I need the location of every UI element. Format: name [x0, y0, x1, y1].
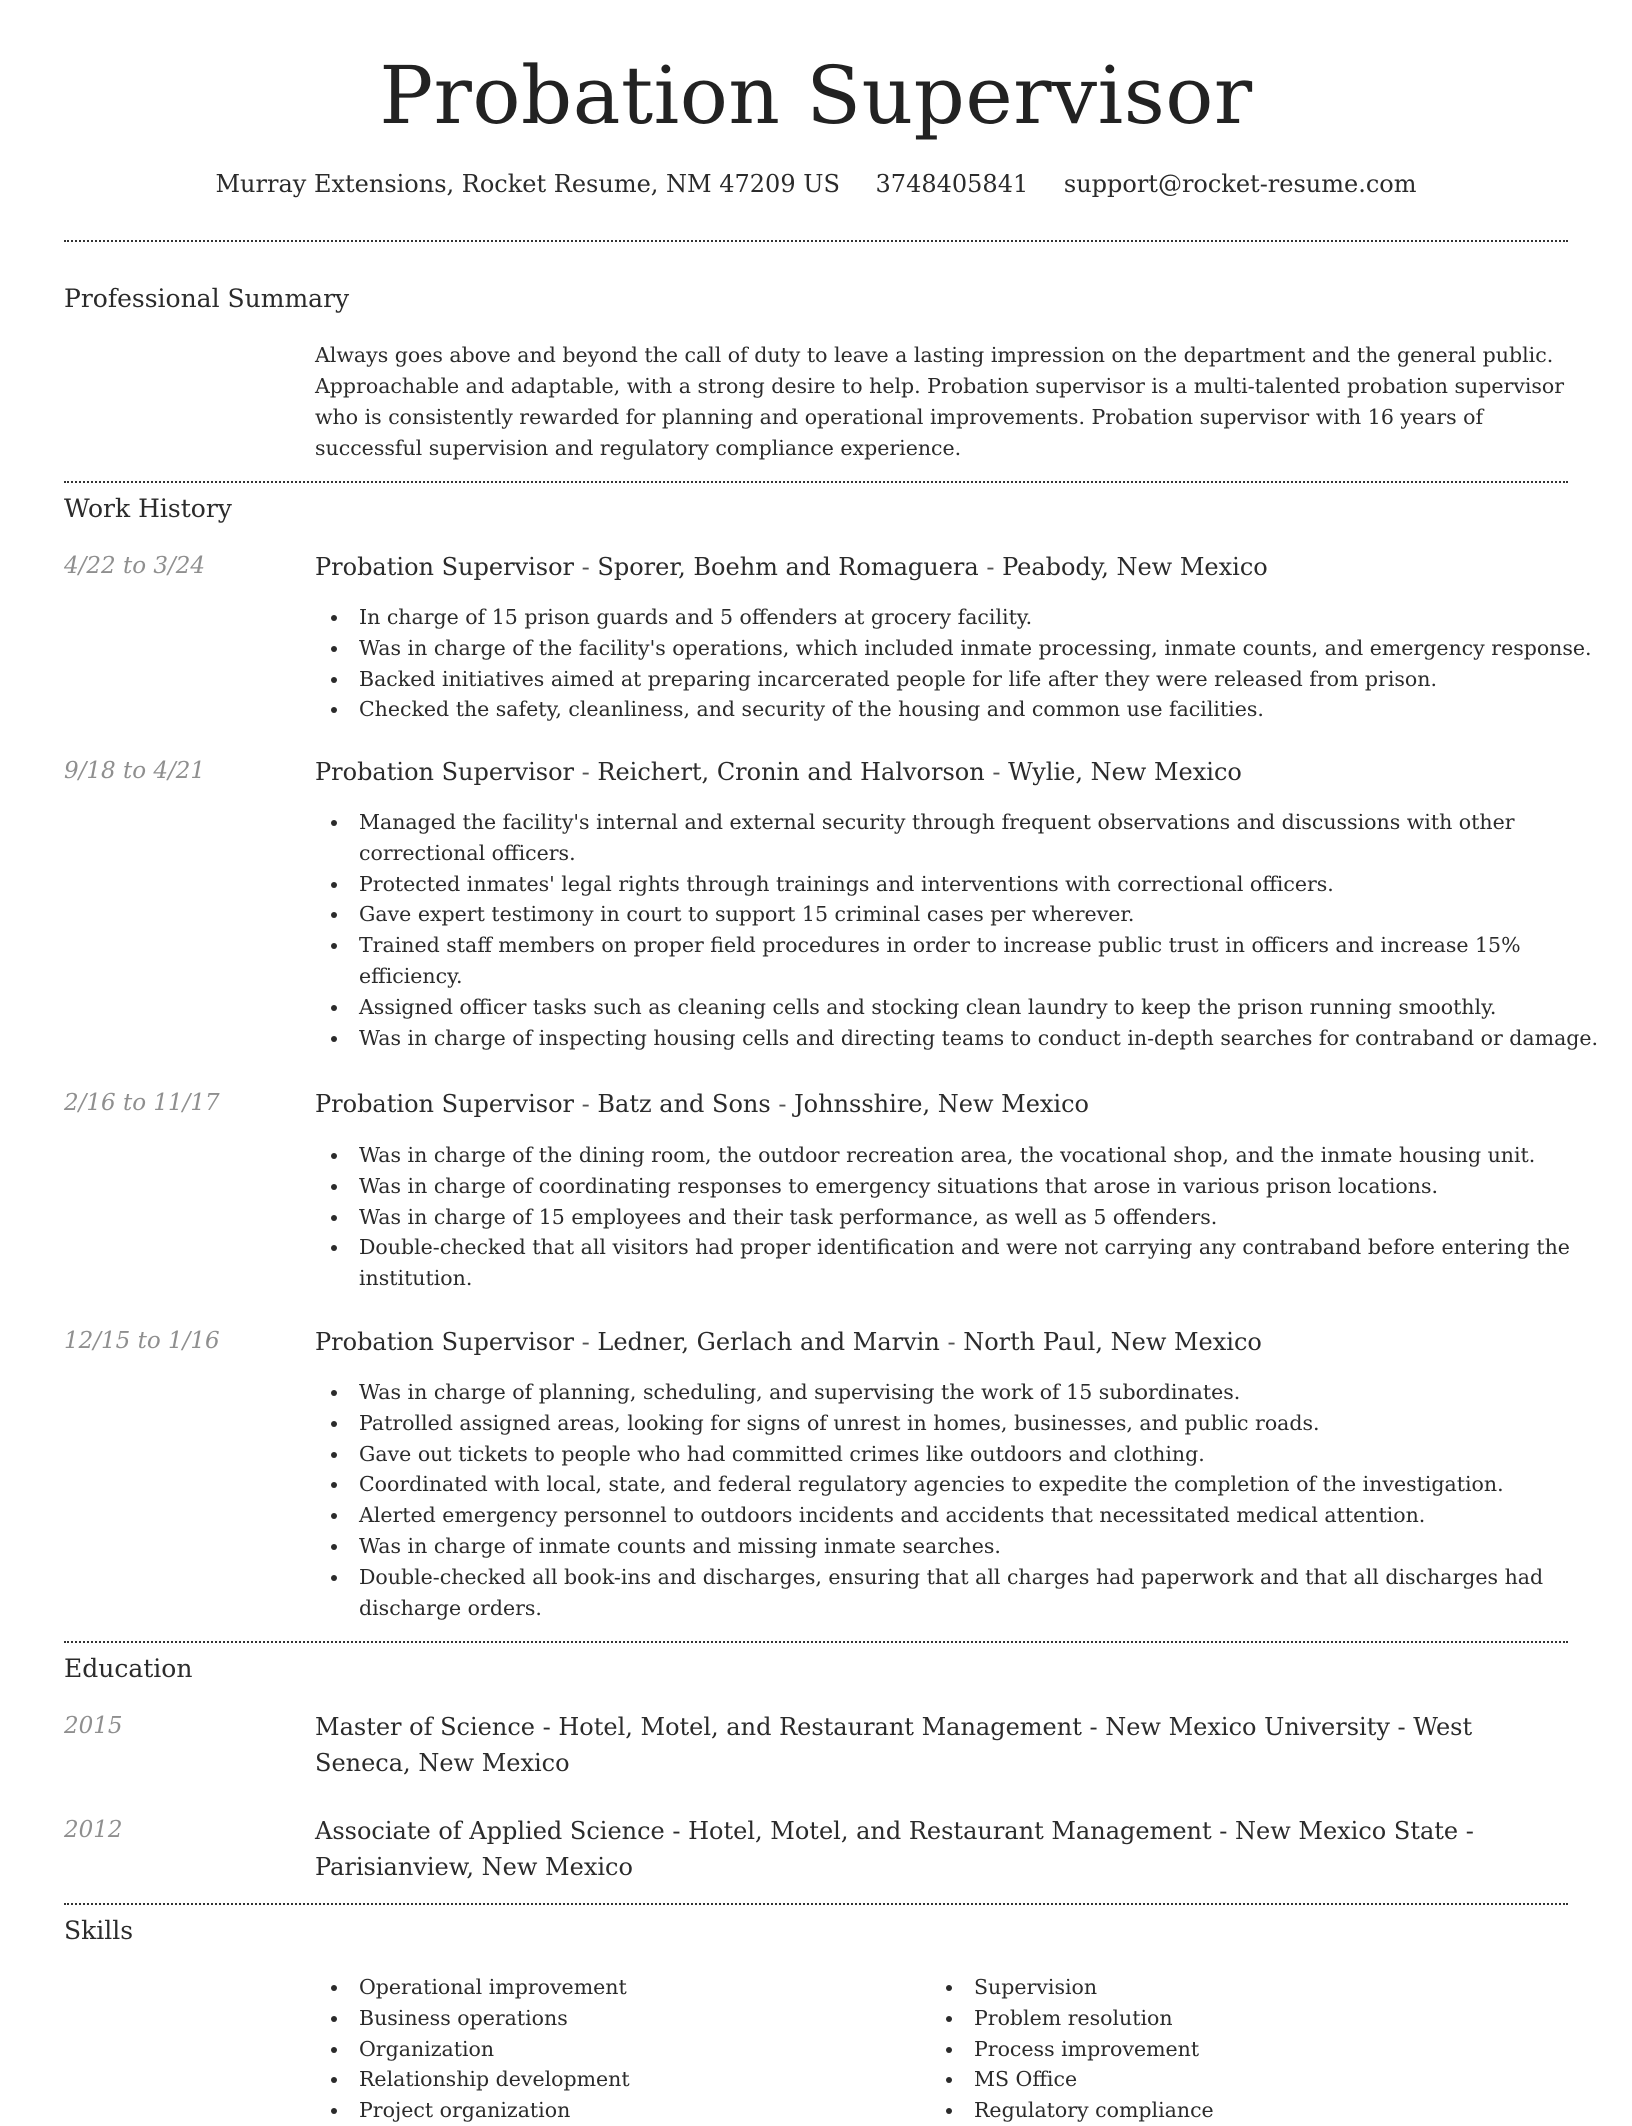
education-entry: Associate of Applied Science - Hotel, Motel, and Restaurant Management - New Mexico State - Parisianview, New Mexico — [315, 1817, 1474, 1881]
section-title-skills: Skills — [64, 1916, 134, 1945]
job-heading: Probation Supervisor - Batz and Sons - Johnsshire, New Mexico — [315, 1090, 1089, 1118]
job-location: Johnsshire, New Mexico — [794, 1090, 1089, 1118]
list-item: Was in charge of 15 employees and their task performance, as well as 5 offenders. — [359, 1202, 1612, 1233]
job-dates: 4/22 to 3/24 — [64, 553, 206, 579]
list-item: In charge of 15 prison guards and 5 offenders at grocery facility. — [359, 602, 1612, 633]
education-entry: Master of Science - Hotel, Motel, and Restaurant Management - New Mexico University - West Seneca, New Mexico — [315, 1713, 1473, 1777]
list-item: Assigned officer tasks such as cleaning cells and stocking clean laundry to keep the prison running smoothly. — [359, 992, 1612, 1023]
section-title-summary: Professional Summary — [64, 284, 350, 313]
list-item: Was in charge of planning, scheduling, and supervising the work of 15 subordinates. — [359, 1377, 1612, 1408]
education-year: 2012 — [64, 1817, 123, 1843]
job-role: Probation Supervisor — [315, 1090, 575, 1118]
list-item: Patrolled assigned areas, looking for signs of unrest in homes, businesses, and public roads. — [359, 1408, 1612, 1439]
list-item: Was in charge of inmate counts and missing inmate searches. — [359, 1531, 1612, 1562]
job-dates: 12/15 to 1/16 — [64, 1328, 220, 1354]
job-location: Peabody, New Mexico — [1002, 553, 1268, 581]
contact-address: Murray Extensions, Rocket Resume, NM 47209 US — [215, 170, 840, 198]
contact-line — [64, 170, 1568, 198]
job-bullets — [315, 807, 1612, 1053]
divider — [64, 1641, 1568, 1643]
list-item: Protected inmates' legal rights through trainings and interventions with correctional officers. — [359, 869, 1612, 900]
skill-item: Business operations — [359, 2003, 919, 2034]
skill-item: Problem resolution — [974, 2003, 1534, 2034]
list-item: Was in charge of coordinating responses to emergency situations that arose in various prison locations. — [359, 1171, 1612, 1202]
list-item: Gave out tickets to people who had committed crimes like outdoors and clothing. — [359, 1439, 1612, 1470]
job-company: Batz and Sons — [597, 1090, 771, 1118]
skills-list-left — [315, 1972, 919, 2126]
list-item: Alerted emergency personnel to outdoors incidents and accidents that necessitated medical attention. — [359, 1500, 1612, 1531]
job-location: Wylie, New Mexico — [1008, 758, 1242, 786]
job-company: Sporer, Boehm and Romaguera — [597, 553, 979, 581]
list-item: Trained staff members on proper field procedures in order to increase public trust in officers and increase 15% efficiency. — [359, 930, 1612, 992]
skill-item: Relationship development — [359, 2064, 919, 2095]
skill-item: MS Office — [974, 2064, 1534, 2095]
contact-email[interactable]: support@rocket-resume.com — [1063, 170, 1417, 198]
job-company: Reichert, Cronin and Halvorson — [597, 758, 985, 786]
section-title-work: Work History — [64, 494, 232, 523]
job-heading: Probation Supervisor - Sporer, Boehm and Romaguera - Peabody, New Mexico — [315, 553, 1268, 581]
resume-name: Probation Supervisor — [379, 49, 1253, 142]
job-dates: 9/18 to 4/21 — [64, 758, 206, 784]
list-item: Checked the safety, cleanliness, and security of the housing and common use facilities. — [359, 694, 1612, 725]
job-bullets — [315, 602, 1612, 725]
list-item: Double-checked all book-ins and discharges, ensuring that all charges had paperwork and that all discharges had discharge orders. — [359, 1562, 1612, 1624]
list-item: Managed the facility's internal and external security through frequent observations and discussions with other correctional officers. — [359, 807, 1612, 869]
skill-item: Supervision — [974, 1972, 1534, 2003]
job-role: Probation Supervisor — [315, 758, 575, 786]
summary-text: Always goes above and beyond the call of duty to leave a lasting impression on the department and the general public. Approachable and adaptable, with a strong desire to help. Probation supervisor is a multi-talented probation supervisor who is consistently rewarded for planning and operational improvements. Probation supervisor with 16 years of successful supervision and regulatory compliance experience. — [315, 343, 1565, 460]
job-location: North Paul, New Mexico — [963, 1328, 1262, 1356]
skill-item: Project organization — [359, 2095, 919, 2126]
skill-item: Process improvement — [974, 2034, 1534, 2065]
list-item: Coordinated with local, state, and federal regulatory agencies to expedite the completion of the investigation. — [359, 1469, 1612, 1500]
divider — [64, 1903, 1568, 1905]
job-role: Probation Supervisor — [315, 1328, 575, 1356]
job-bullets — [315, 1140, 1612, 1294]
job-heading: Probation Supervisor - Reichert, Cronin and Halvorson - Wylie, New Mexico — [315, 758, 1242, 786]
job-bullets — [315, 1377, 1612, 1623]
list-item: Was in charge of inspecting housing cells and directing teams to conduct in-depth searches for contraband or damage. — [359, 1023, 1612, 1054]
divider — [64, 240, 1568, 242]
job-heading: Probation Supervisor - Ledner, Gerlach and Marvin - North Paul, New Mexico — [315, 1328, 1262, 1356]
section-title-education: Education — [64, 1654, 193, 1683]
job-company: Ledner, Gerlach and Marvin — [597, 1328, 940, 1356]
job-role: Probation Supervisor — [315, 553, 575, 581]
list-item: Double-checked that all visitors had proper identification and were not carrying any contraband before entering the institution. — [359, 1232, 1612, 1294]
skills-list-right — [930, 1972, 1534, 2126]
skill-item: Operational improvement — [359, 1972, 919, 2003]
contact-phone: 3748405841 — [875, 170, 1029, 198]
list-item: Backed initiatives aimed at preparing incarcerated people for life after they were released from prison. — [359, 664, 1612, 695]
skill-item: Organization — [359, 2034, 919, 2065]
skill-item: Regulatory compliance — [974, 2095, 1534, 2126]
education-year: 2015 — [64, 1713, 123, 1739]
divider — [64, 481, 1568, 483]
list-item: Was in charge of the facility's operations, which included inmate processing, inmate counts, and emergency response. — [359, 633, 1612, 664]
list-item: Was in charge of the dining room, the outdoor recreation area, the vocational shop, and the inmate housing unit. — [359, 1140, 1612, 1171]
job-dates: 2/16 to 11/17 — [64, 1090, 220, 1116]
list-item: Gave expert testimony in court to support 15 criminal cases per wherever. — [359, 899, 1612, 930]
